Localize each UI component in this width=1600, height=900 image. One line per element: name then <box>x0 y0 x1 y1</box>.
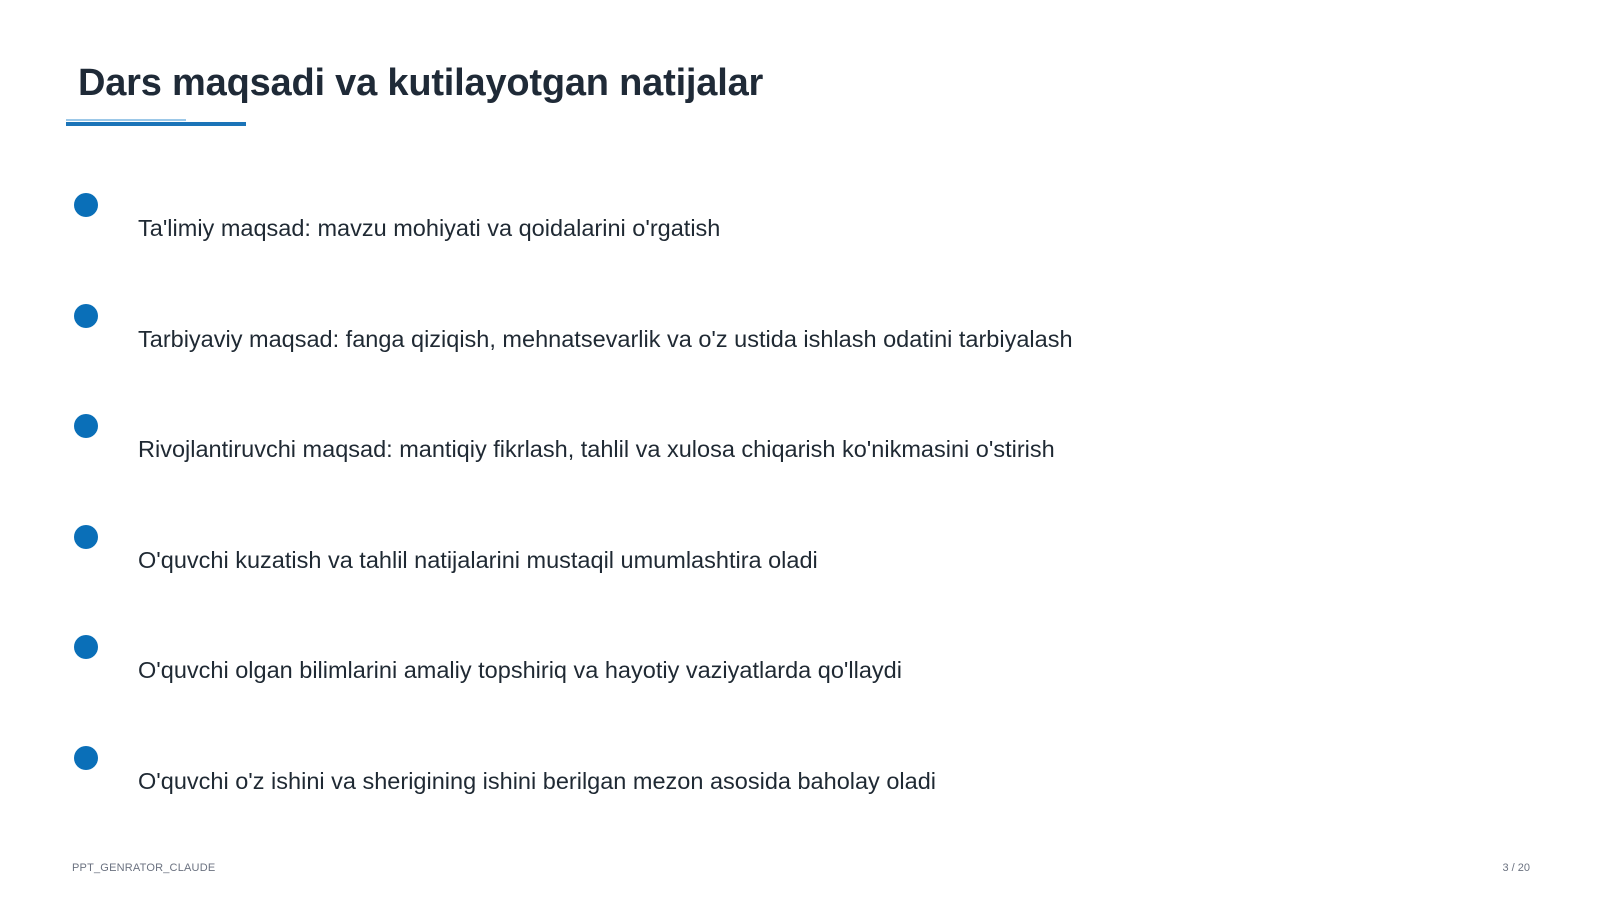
objective-item <box>74 304 1374 384</box>
bullet-dot-icon <box>74 525 98 549</box>
bullet-dot-icon <box>74 635 98 659</box>
objective-text: O'quvchi o'z ishini va sherigining ishini berilgan mezon asosida baholay oladi <box>138 768 936 794</box>
bullet-dot-icon <box>74 746 98 770</box>
bullet-dot-icon <box>74 304 98 328</box>
slide-title: Dars maqsadi va kutilayotgan natijalar <box>78 62 764 104</box>
objective-text: O'quvchi olgan bilimlarini amaliy topshiriq va hayotiy vaziyatlarda qo'llaydi <box>138 657 902 683</box>
objective-item <box>74 525 1374 605</box>
objective-item <box>74 746 1374 826</box>
page-indicator: 3 / 20 <box>1502 862 1530 874</box>
objective-text: Ta'limiy maqsad: mavzu mohiyati va qoidalarini o'rgatish <box>138 215 721 241</box>
bullet-dot-icon <box>74 193 98 217</box>
objective-text: Tarbiyaviy maqsad: fanga qiziqish, mehnatsevarlik va o'z ustida ishlash odatini tarbiyalash <box>138 326 1073 352</box>
objective-item <box>74 414 1374 494</box>
objective-text: Rivojlantiruvchi maqsad: mantiqiy fikrlash, tahlil va xulosa chiqarish ko'nikmasini o'stirish <box>138 436 1055 462</box>
objective-item <box>74 635 1374 715</box>
objective-text: O'quvchi kuzatish va tahlil natijalarini mustaqil umumlashtira oladi <box>138 547 818 573</box>
bullet-dot-icon <box>74 414 98 438</box>
objective-item <box>74 193 1374 273</box>
footer-source-label: PPT_GENRATOR_CLAUDE <box>72 862 216 874</box>
